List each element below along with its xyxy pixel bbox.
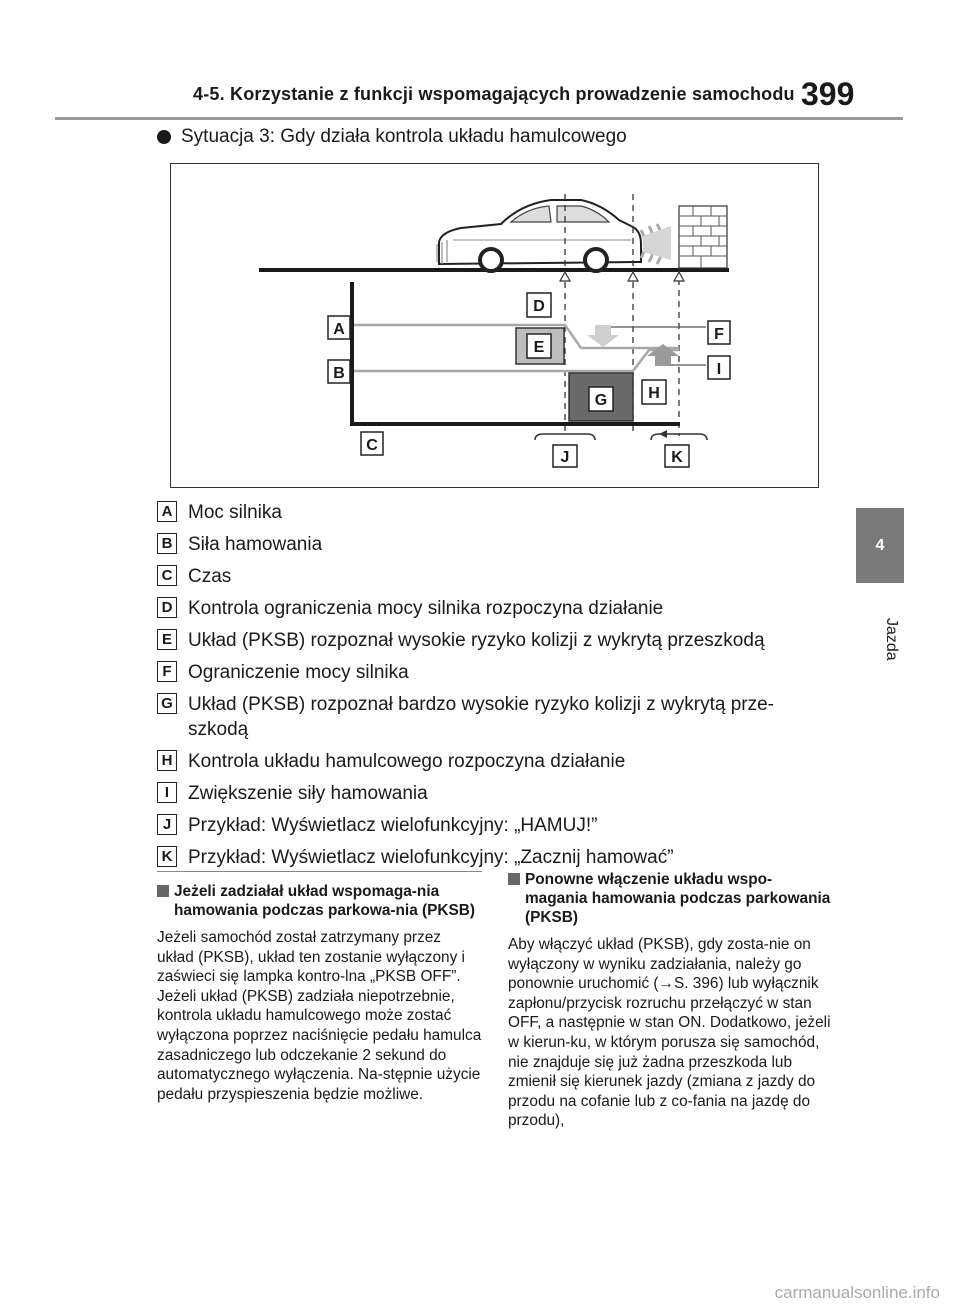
fig-label-k: K xyxy=(671,449,683,466)
fig-label-i: I xyxy=(716,361,722,378)
down-arrow-icon xyxy=(587,325,619,347)
legend-letter: E xyxy=(157,629,177,650)
x-axis xyxy=(350,422,680,426)
fig-label-b: B xyxy=(333,365,345,382)
right-column-heading-text: Ponowne włączenie układu wspo-magania hamowania podczas parkowania (PKSB) xyxy=(525,871,831,926)
car-icon xyxy=(437,200,641,271)
side-tab-label: Jazda xyxy=(883,618,900,661)
fig-label-f: F xyxy=(714,326,724,343)
legend-text: Ograniczenie mocy silnika xyxy=(188,662,409,683)
jk-brackets xyxy=(535,434,707,440)
legend-text: Kontrola ograniczenia mocy silnika rozpoczyna działanie xyxy=(188,598,664,619)
right-column-heading xyxy=(508,870,833,927)
legend-text: Siła hamowania xyxy=(188,534,323,555)
fig-label-a: A xyxy=(333,321,345,338)
left-column-heading-text: Jeżeli zadziałał układ wspomaga-nia hamowania podczas parkowa-nia (PKSB) xyxy=(174,883,476,919)
figure-box xyxy=(170,163,819,488)
legend-item-c xyxy=(157,564,837,589)
side-tab: 4 xyxy=(856,508,904,583)
left-column-body xyxy=(157,928,482,1104)
diagram-svg xyxy=(171,164,820,489)
marker-triangles xyxy=(560,272,684,281)
legend-letter: D xyxy=(157,597,177,618)
section-title-text: Sytuacja 3: Gdy działa kontrola układu hamulcowego xyxy=(181,126,627,147)
header-rule xyxy=(55,117,903,120)
legend-text: Układ (PKSB) rozpoznał wysokie ryzyko kolizji z wykrytą przeszkodą xyxy=(188,630,765,651)
page-header-title: 4-5. Korzystanie z funkcji wspomagających prowadzenie samochodu xyxy=(193,84,795,104)
legend-letter: A xyxy=(157,501,177,522)
legend-letter: H xyxy=(157,750,177,771)
legend-text: Przykład: Wyświetlacz wielofunkcyjny: „Zacznij hamować” xyxy=(188,847,674,868)
fig-label-d: D xyxy=(533,298,545,315)
sensor-beam xyxy=(643,226,671,260)
y-axis xyxy=(350,282,354,426)
fig-label-h: H xyxy=(648,385,660,402)
right-column-body-text: Aby włączyć układ (PKSB), gdy zosta-nie on wyłączony w wyniku zadziałania, należy go ponownie uruchomić (→S. 396) lub wyłącznik zapłonu/przycisk rozruchu przełączyć w stan OFF, a następnie w stan ON. Dodatkowo, jeżeli w kierun-ku, w którym porusza się samochód, nie znajduje się już żadna przeszkoda lub zmienił się kierunek jazdy (zmiana z jazdy do przodu na cofanie lub z co-fania na jazdę do przodu), xyxy=(508,936,831,1130)
page-number: 399 xyxy=(801,76,855,112)
figure-label-boxes xyxy=(328,293,730,467)
legend-item-j xyxy=(157,813,837,838)
square-bullet-icon xyxy=(157,885,169,897)
legend-item-g xyxy=(157,692,837,742)
legend-letter: G xyxy=(157,693,177,714)
square-bullet-icon xyxy=(508,873,520,885)
legend-item-h xyxy=(157,749,837,774)
legend-text: Przykład: Wyświetlacz wielofunkcyjny: „HAMUJ!” xyxy=(188,815,598,836)
right-column xyxy=(508,870,833,1131)
watermark: carmanualsonline.info xyxy=(774,1283,940,1302)
fig-label-j: J xyxy=(560,449,570,466)
legend-letter: C xyxy=(157,565,177,586)
legend-letter: I xyxy=(157,782,177,803)
legend-letter: B xyxy=(157,533,177,554)
section-title xyxy=(157,126,627,148)
legend-item-e xyxy=(157,628,837,653)
legend-letter: F xyxy=(157,661,177,682)
legend-text: Zwiększenie siły hamowania xyxy=(188,783,428,804)
legend-text: Moc silnika xyxy=(188,502,282,523)
left-column xyxy=(157,882,482,1104)
legend-list xyxy=(157,500,837,877)
legend-text: Kontrola układu hamulcowego rozpoczyna działanie xyxy=(188,751,626,772)
left-column-rule xyxy=(157,871,482,872)
legend-letter: K xyxy=(157,846,177,867)
legend-item-k xyxy=(157,845,837,870)
brick-wall-icon xyxy=(679,206,727,268)
legend-item-i xyxy=(157,781,837,806)
bullet-dot-icon xyxy=(157,130,171,144)
fig-label-e: E xyxy=(533,339,545,356)
legend-item-d xyxy=(157,596,837,621)
legend-item-b xyxy=(157,532,837,557)
k-arrow xyxy=(659,430,667,438)
legend-item-f xyxy=(157,660,837,685)
legend-item-a xyxy=(157,500,837,525)
fig-label-c: C xyxy=(366,437,378,454)
left-column-heading xyxy=(157,882,482,920)
right-column-body xyxy=(508,935,833,1131)
fig-label-g: G xyxy=(594,392,608,409)
legend-letter: J xyxy=(157,814,177,835)
legend-text: Układ (PKSB) rozpoznał bardzo wysokie ryzyko kolizji z wykrytą prze-szkodą xyxy=(188,694,775,740)
legend-text: Czas xyxy=(188,566,232,587)
left-column-body-text: Jeżeli samochód został zatrzymany przez układ (PKSB), układ ten zostanie wyłączony i zaświeci się lampka kontro-lna „PKSB OFF”. Jeżeli układ (PKSB) zadziała niepotrzebnie, kontrola układu hamulcowego może zostać wyłączona poprzez naciśnięcie pedału hamulca zasadniczego lub odczekanie 2 sekund do automatycznego wyłączenia. Na-stępnie użycie pedału przyspieszenia będzie możliwe. xyxy=(157,929,482,1103)
